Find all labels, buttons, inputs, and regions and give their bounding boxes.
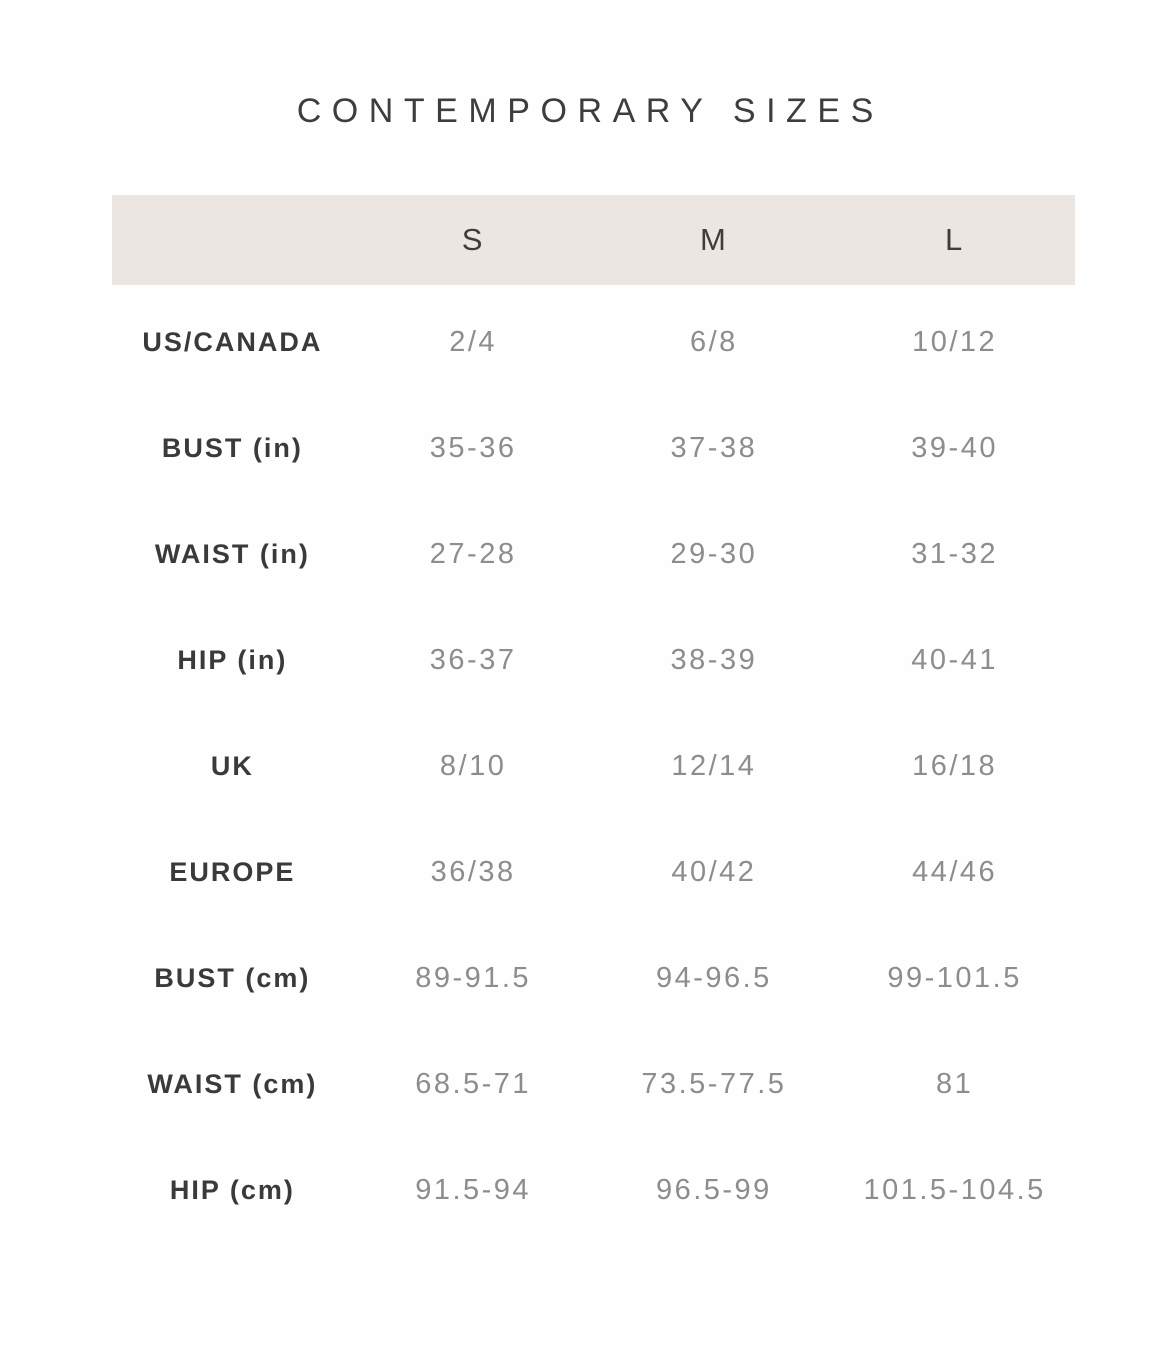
size-value: 44/46 — [912, 855, 998, 888]
size-value: 40/42 — [671, 855, 757, 888]
size-value: 8/10 — [439, 749, 507, 782]
size-value: 10/12 — [912, 325, 998, 358]
size-value: 6/8 — [689, 325, 738, 358]
page-title: CONTEMPORARY SIZES — [296, 92, 884, 130]
size-value: 37-38 — [670, 431, 758, 464]
size-value: 81 — [935, 1067, 974, 1100]
table-row-bust-in — [112, 395, 1075, 501]
row-label: HIP (in) — [177, 644, 288, 675]
size-value: 39-40 — [911, 431, 998, 464]
size-value: 99-101.5 — [887, 961, 1022, 994]
size-value: 68.5-71 — [415, 1067, 532, 1100]
table-row-europe — [112, 819, 1075, 925]
size-value: 89-91.5 — [415, 961, 532, 994]
row-label: WAIST (in) — [154, 538, 310, 569]
size-value: 91.5-94 — [415, 1173, 532, 1206]
table-row-waist-cm — [112, 1031, 1075, 1137]
size-value: 16/18 — [912, 749, 998, 782]
size-value: 2/4 — [449, 325, 498, 358]
size-value: 31-32 — [911, 537, 998, 570]
row-label: EUROPE — [169, 856, 296, 887]
size-value: 12/14 — [671, 749, 757, 782]
table-header-row — [112, 195, 1075, 285]
table-row-hip-in — [112, 607, 1075, 713]
row-label: WAIST (cm) — [147, 1068, 318, 1099]
size-value: 36/38 — [430, 855, 516, 888]
size-value: 38-39 — [670, 643, 758, 676]
size-value: 29-30 — [670, 537, 758, 570]
table-body — [112, 285, 1075, 1243]
size-value: 36-37 — [429, 643, 517, 676]
size-value: 40-41 — [911, 643, 998, 676]
header-cell-l: L — [945, 222, 965, 257]
size-value: 94-96.5 — [655, 961, 772, 994]
row-label: US/CANADA — [142, 326, 323, 357]
row-label: BUST (in) — [161, 432, 303, 463]
header-cell-s: S — [461, 222, 485, 257]
table-row-hip-cm — [112, 1137, 1075, 1243]
row-label: UK — [210, 750, 254, 781]
size-value: 35-36 — [429, 431, 517, 464]
size-value: 96.5-99 — [655, 1173, 772, 1206]
table-row-waist-in — [112, 501, 1075, 607]
row-label: BUST (cm) — [154, 962, 311, 993]
header-cell-m: M — [699, 222, 728, 257]
size-value: 73.5-77.5 — [641, 1067, 787, 1100]
table-row-uk — [112, 713, 1075, 819]
size-value: 101.5-104.5 — [863, 1173, 1046, 1206]
size-value: 27-28 — [429, 537, 517, 570]
table-row-bust-cm — [112, 925, 1075, 1031]
size-table — [112, 195, 1075, 1243]
row-label: HIP (cm) — [169, 1174, 295, 1205]
table-row-us-canada — [112, 289, 1075, 395]
